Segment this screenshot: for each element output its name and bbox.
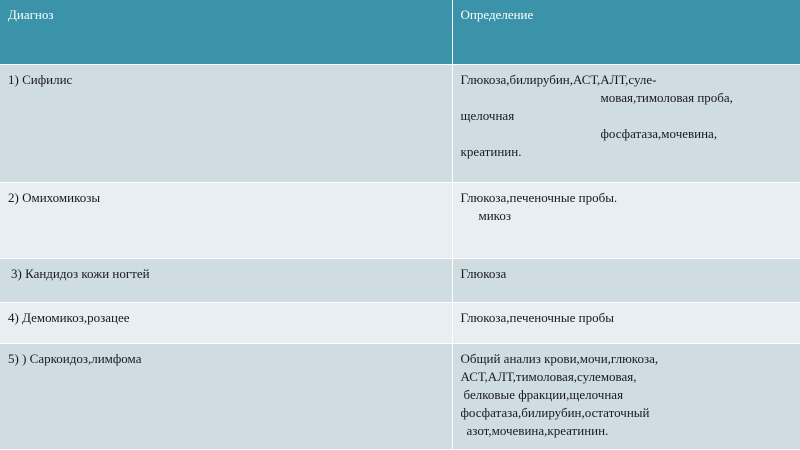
header-diagnosis: Диагноз — [0, 0, 452, 65]
table-row — [0, 65, 800, 183]
table-row — [0, 183, 800, 259]
definition-line: креатинин. — [460, 144, 522, 159]
definition-line: АСТ,АЛТ,тимоловая,сулемовая, — [460, 369, 637, 384]
diagnosis-cell — [0, 259, 452, 303]
header-definition: Определение — [452, 0, 800, 65]
table-header-row — [0, 0, 800, 65]
definition-line: щелочная — [460, 108, 515, 123]
definition-cell: Глюкоза — [452, 259, 800, 303]
definition-line: Глюкоза,печеночные пробы. — [460, 190, 618, 205]
diagnosis-cell: 4) Демомикоз,розацее — [0, 303, 452, 344]
definition-line: фосфатаза,билирубин,остаточный — [460, 405, 650, 420]
definition-cell: Глюкоза,печеночные пробы — [452, 303, 800, 344]
definition-line: микоз — [478, 208, 511, 223]
diagnosis-cell: 5) ) Саркоидоз,лимфома — [0, 344, 452, 450]
definition-line: Общий анализ крови,мочи,глюкоза, — [460, 351, 659, 366]
definition-line: мовая,тимоловая проба, — [600, 90, 733, 105]
definition-cell — [452, 344, 800, 450]
definition-cell — [452, 183, 800, 259]
table-row — [0, 303, 800, 344]
definition-line: белковые фракции,щелочная — [463, 387, 624, 402]
definition-line: Глюкоза,билирубин,АСТ,АЛТ,суле- — [460, 72, 657, 87]
diagnosis-cell: 2) Омихомикозы — [0, 183, 452, 259]
diagnosis-text: 3) Кандидоз кожи ногтей — [11, 266, 150, 281]
table-row — [0, 259, 800, 303]
diagnosis-cell: 1) Сифилис — [0, 65, 452, 183]
table-row — [0, 344, 800, 450]
definition-cell — [452, 65, 800, 183]
definition-line: азот,мочевина,креатинин. — [466, 423, 609, 438]
definition-line: фосфатаза,мочевина, — [600, 126, 718, 141]
